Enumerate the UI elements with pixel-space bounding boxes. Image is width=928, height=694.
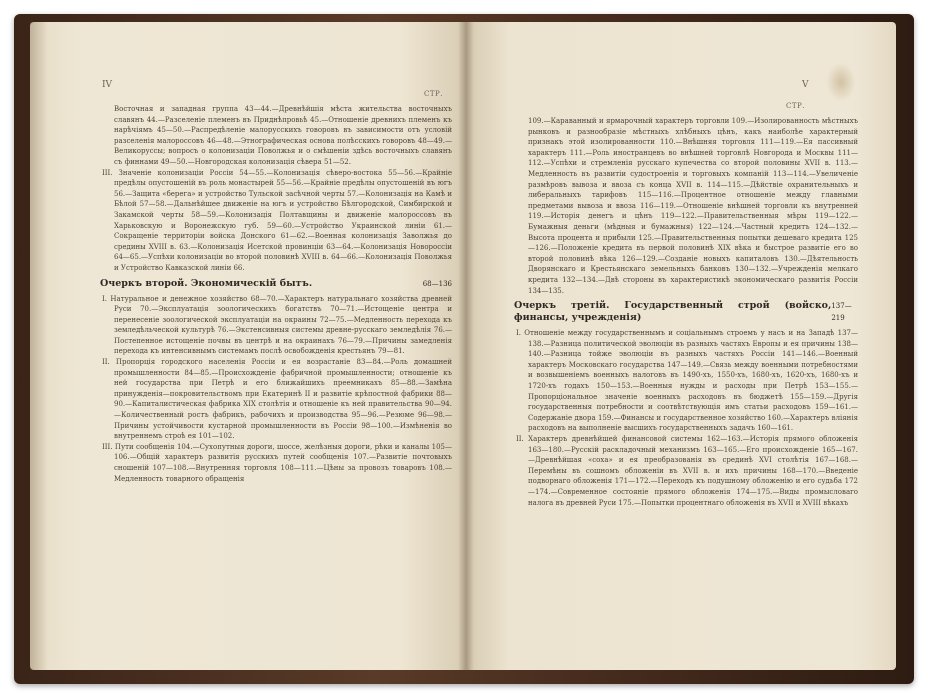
page-edge-shadow: [30, 22, 48, 670]
toc-text: [514, 116, 858, 508]
toc-entry: Восточная и западная группа 43—44.—Древнѣйшія мѣста жительства восточныхъ славянъ 44.—Разселеніе племенъ въ Приднѣпровьѣ 45.—Отношеніе древнихъ племенъ къ нарѣчіямъ 45—50.—Распредѣленіе малорусскихъ говоровъ въ зависимости отъ условій разселенія малороссовъ 46—48.—Этнографическая основа полѣсскихъ говоровъ 48—49.—Великоруссы; вопросъ о колонизаціи Поволжья и о смѣшеніи здѣсь восточныхъ славянъ съ финнами 49—50.—Новгородская колонизація сѣвера 51—52.: [114, 105, 452, 166]
toc-entry: III. Значеніе колонизаціи Россіи 54—55.—Колонизація сѣверо-востока 55—56.—Крайніе предѣлы опустошеній въ роль монастырей 55—56.—Крайніе предѣлы опустошеній въ югъ 56.—Защита «берега» и устройство Тульской засѣчной черты 57.—Колонизація на Камѣ и Бѣлой 57—58.—Дальнѣйшее движеніе на югъ и устройство Бѣлгородской, Симбирской и Закамской черты 58—59.—Колонизація Полтавщины и движеніе малороссовъ въ Харьковскую и Воронежскую губ. 59—60.—Устройство Украинской линіи 61.—Сокращеніе территоріи войска Донского 61—62.—Военная колонизація Заволжья до средины XVIII в. 63.—Колонизація Исетской провинціи 63—64.—Колонизація Новороссіи 64—65.—Успѣхи колонизаціи во второй половинѣ XVIII в. 64—66.—Колонизація Поволжья и Устройство Кавказской линіи 66.: [102, 168, 452, 272]
page-number: IV: [102, 80, 113, 90]
essay-heading: [100, 278, 452, 290]
toc-entry: III. Пути сообщенія 104.—Сухопутныя дороги, шоссе, желѣзныя дороги, рѣки и каналы 105—106.—Общій характеръ развитія русскихъ путей сообщенія 107.—Развитіе почтовыхъ сношеній 107—108.—Внутренняя торговля 108—111.—Цѣны за провозъ товаровъ 108.—Медленность товарного обращенія: [102, 442, 452, 483]
toc-entry: I. Отношеніе между государственнымъ и соціальнымъ строемъ у насъ и на Западѣ 137—138.—Разница политической эволюціи въ разныхъ частяхъ Европы и ея причины 138—140.—Разница тойже эволюціи въ разныхъ частяхъ Россіи 141—146.—Военный характеръ Московскаго государства 147—149.—Связь между военными потребностями и возвышеніемъ военныхъ налоговъ въ 1490-хъ, 1550-хъ, 1680-хъ, 1620-хъ, 1680-хъ и 1720-хъ годахъ 150—153.—Военныя нужды и расходы при Петрѣ 153—155.—Пропорціональное значеніе военныхъ расходовъ въ бюджетѣ 155—159.—Другія государственныя потребности и соотвѣтствующія имъ статьи расходовъ 159—161.—Содержаніе двора 159.—Финансы и государственное хозяйство 160.—Характеръ вліянія расходовъ на выполненіе высшихъ государственныхъ задачъ 160—161.: [516, 329, 858, 433]
page-number: V: [802, 80, 809, 90]
toc-entry: II. Характеръ древнѣйшей финансовой системы 162—163.—Исторія прямого обложенія 163—180.—Русскій раскладочный механизмъ 163—165.—Его происхожденіе 165—167.—Древнѣйшая «соха» и ея преобразованія въ срединѣ XVI столѣтія 167—168.—Перемѣны въ сошномъ обложеніи въ XVII в. и ихъ причины 168—170.—Введеніе подворнаго обложенія 171—172.—Переходъ къ подушному обложенію и его судьба 172—174.—Современное состояніе прямого обложенія 174—175.—Виды промысловаго налога въ древней Руси 175.—Попытки процентнаго обложенія въ XVII и XVIII вѣкахъ: [516, 435, 858, 507]
right-page: [466, 22, 896, 670]
left-page: [30, 22, 466, 670]
toc-entry: II. Пропорція городского населенія Россіи и ея возрастаніе 83—84.—Роль домашней промышленности 84—85.—Происхожденіе фабричной промышленности; отношеніе къ ней государства при Петрѣ и его ближайшихъ преемникахъ 85—88.—Замѣна принужденія—покровительствомъ при Екатеринѣ II и развитіе крѣпостной фабрики 88—90.—Капиталистическая фабрика XIX столѣтія и отношеніе къ ней правительства 90—94.—Количественный ростъ фабрикъ, рабочихъ и производства 95—96.—Резюме 96—98.—Причины устойчивости кустарной промышленности въ Россіи 98—100.—Измѣненія во внутреннемъ строѣ ея 101—102.: [102, 358, 452, 441]
essay-heading: [514, 300, 858, 324]
column-head: СТР.: [424, 90, 443, 98]
essay-pages: 137—219: [831, 302, 852, 323]
column-head: СТР.: [786, 102, 805, 110]
paper-stain: [826, 62, 856, 102]
toc-entry: I. Натуральное и денежное хозяйство 68—70.—Характеръ натуральнаго хозяйства древней Руси 70.—Эксплуатація зоологическихъ богатствъ 70—71.—Истощеніе центра и перенесеніе зоологической эксплуатаціи на окраины 72—75.—Медленность перехода къ земледѣльческой культурѣ 76.—Экстенсивныя системы древне-русскаго земледѣлія 76.—Постепенное истощеніе почвы въ центрѣ и на окраинахъ 76—79.—Причины замедленія перехода къ интенсивнымъ системамъ послѣ освобожденія крестьянъ 79—81.: [102, 294, 452, 356]
essay-title: Очеркъ второй. Экономическій бытъ.: [100, 277, 313, 289]
essay-pages: 68—136: [422, 279, 452, 288]
toc-text: [100, 104, 452, 484]
book-gutter: [458, 22, 474, 670]
toc-entry: 109.—Караванный и ярмарочный характеръ торговли 109.—Изолированность мѣстныхъ рынковъ и разнообразіе мѣстныхъ хлѣбныхъ цѣнъ, какъ наиболѣе характерный признакъ этой изолированности 110.—Внѣшняя торговля 111—119.—Ея пассивный характеръ 111.—Роль иностранцевъ во внѣшней торговлѣ Новгорода и Москвы 111—112.—Успѣхи и стремленія русскаго купечества со второй половины XVII в. 113.—Медленность въ развитіи судостроенія и торговыхъ компаній 113—114.—Увеличеніе размѣровъ вывоза и ввоза съ конца XVII в. 114—115.—Дѣйствіе охранительныхъ и либеральныхъ тарифовъ 115—116.—Процентное отношеніе между главными предметами вывоза и ввоза 116—119.—Отношеніе внѣшней торговли къ внутренней 119.—Исторія денегъ и цѣнъ 119—122.—Правительственныя мѣры 119—122.—Бумажныя деньги (мѣдныя и бумажныя) 122—124.—Частный кредитъ 124—132.—Высота процента и прибыли 125.—Правительственныя попытки дешеваго кредита 125—126.—Положеніе кредита въ первой половинѣ XIX вѣка и быстрое развитіе его во второй половинѣ вѣка 126—129.—Созданіе новыхъ капиталовъ 130.—Дѣятельность Дворянскаго и Крестьянскаго земельныхъ банковъ 130—132.—Учрежденія мелкаго кредита 132—134.—Двѣ стороны въ характеристикѣ экономическаго развитія Россіи 134—135.: [528, 117, 858, 295]
essay-title: Очеркъ третій. Государственный строй (войско, финансы, учрежденія): [514, 300, 832, 324]
